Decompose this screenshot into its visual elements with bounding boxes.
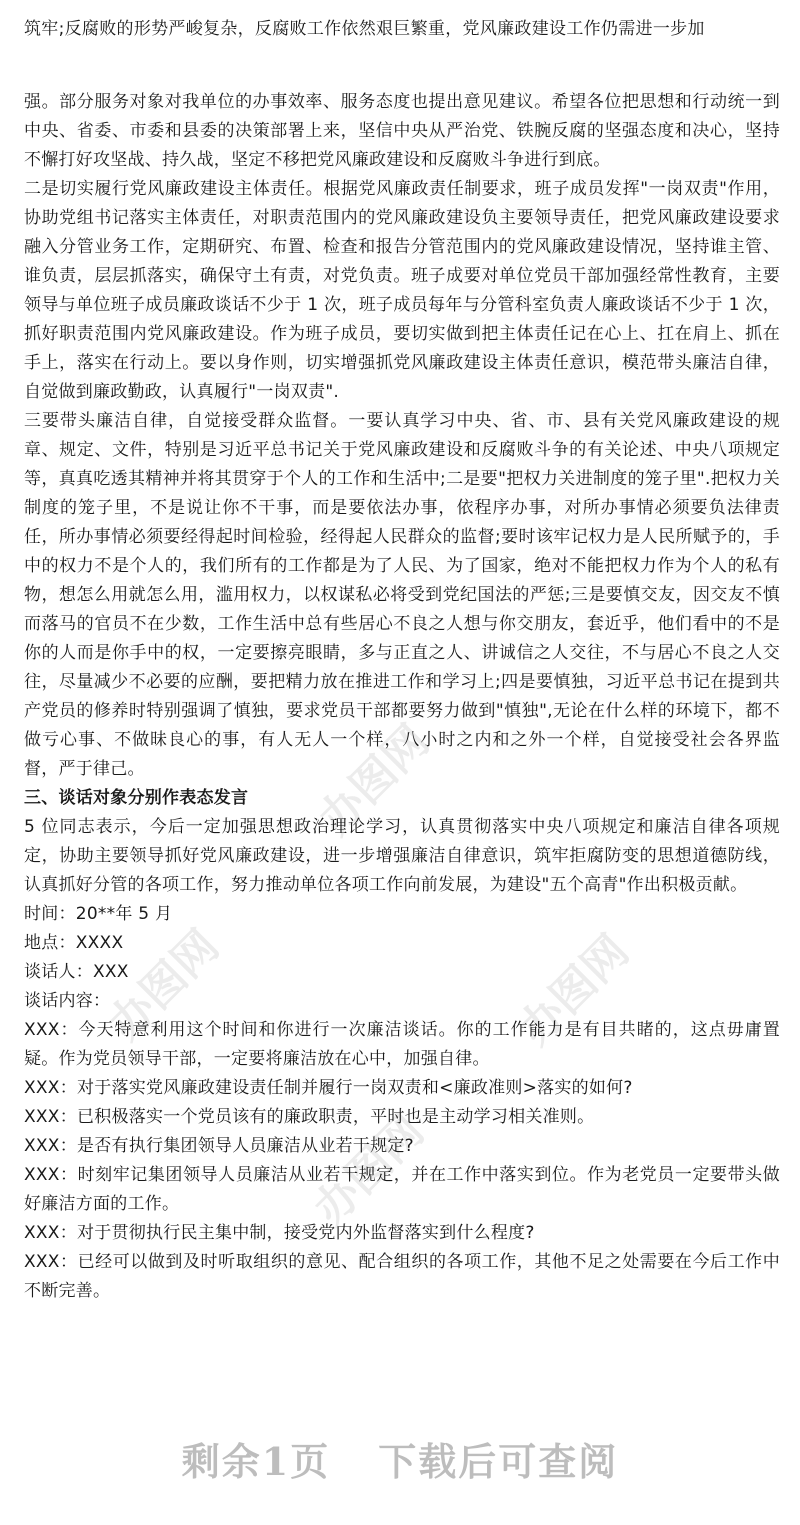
dialogue-line: XXX：是否有执行集团领导人员廉洁从业若干规定? <box>24 1136 414 1156</box>
remaining-pages-label: 剩余1页 <box>181 1438 331 1484</box>
watermark: 办图网 <box>99 920 229 1050</box>
cut-off-top-text <box>24 0 784 44</box>
meta-interviewer: 谈话人：XXX <box>24 962 129 982</box>
dialogue-line: XXX：对于落实党风廉政建设责任制并履行一岗双责和<廉政准则>落实的如何? <box>24 1078 633 1098</box>
dialogue-line: XXX：已经可以做到及时听取组织的意见、配合组织的各项工作，其他不足之处需要在今后工作中不断完善。 <box>24 1252 780 1301</box>
dialogue-line: XXX：对于贯彻执行民主集中制，接受党内外监督落实到什么程度? <box>24 1223 535 1243</box>
meta-time: 时间：20**年 5 月 <box>24 904 173 924</box>
paragraph-self-discipline: 三要带头廉洁自律，自觉接受群众监督。一要认真学习中央、省、市、县有关党风廉政建设的规章、规定、文件，特别是习近平总书记关于党风廉政建设和反腐败斗争的有关论述、中央八项规定等，真真吃透其精神并将其贯穿于个人的工作和生活中;二是要"把权力关进制度的笼子里".把权力关制度的笼子里，不是说让你不干事，而是要依法办事，依程序办事，对所办事情必须要负法律责任，所办事情必须要经得起时间检验，经得起人民群众的监督;要时该牢记权力是人民所赋予的，手中的权力不是个人的，我们所有的工作都是为了人民、为了国家，绝对不能把权力作为个人的私有物，想怎么用就怎么用，滥用权力，以权谋私必将受到党纪国法的严惩;三是要慎交友，因交友不慎而落马的官员不在少数，工作生活中总有些居心不良之人想与你交朋友，套近乎，他们看中的不是你的人而是你手中的权，一定要擦亮眼睛，多与正直之人、讲诚信之人交往，不与居心不良之人交往，尽量减少不必要的应酬，要把精力放在推进工作和学习上;四是要慎独，习近平总书记在提到共产党员的修养时特别强调了慎独，要求党员干部都要努力做到"慎独",无论在什么样的环境下，都不做亏心事、不做昧良心的事，有人无人一个样，八小时之内和之外一个样，自觉接受社会各界监督，严于律己。 <box>24 411 780 779</box>
document-body <box>24 88 780 1306</box>
meta-place: 地点：XXXX <box>24 933 124 953</box>
watermark: 办图网 <box>509 925 639 1055</box>
dialogue-line: XXX：时刻牢记集团领导人员廉洁从业若干规定，并在工作中落实到位。作为老党员一定要带头做好廉洁方面的工作。 <box>24 1165 780 1214</box>
paragraph-main-responsibility: 二是切实履行党风廉政建设主体责任。根据党风廉政责任制要求，班子成员发挥"一岗双责"作用，协助党组书记落实主体责任，对职责范围内的党风廉政建设负主要领导责任，把党风廉政建设要求融入分管业务工作，定期研究、布置、检查和报告分管范围内的党风廉政建设情况，坚持谁主管、谁负责，层层抓落实，确保守土有责，对党负责。班子成要对单位党员干部加强经常性教育，主要领导与单位班子成员廉政谈话不少于 1 次，班子成员每年与分管科室负责人廉政谈话不少于 1 次，抓好职责范围内党风廉政建设。作为班子成员，要切实做到把主体责任记在心上、扛在肩上、抓在手上，落实在行动上。要以身作则，切实增强抓党风廉政建设主体责任意识，模范带头廉洁自律，自觉做到廉政勤政，认真履行"一岗双责". <box>24 179 780 402</box>
dialogue-line: XXX：已积极落实一个党员该有的廉政职责，平时也是主动学习相关准则。 <box>24 1107 595 1127</box>
watermark: 办图网 <box>309 715 439 845</box>
section-heading: 三、谈话对象分别作表态发言 <box>24 788 249 808</box>
download-banner[interactable] <box>0 1418 800 1498</box>
meta-content-label: 谈话内容： <box>24 991 111 1011</box>
top-line: 筑牢;反腐败的形势严峻复杂，反腐败工作依然艰巨繁重，党风廉政建设工作仍需进一步加 <box>24 19 705 39</box>
download-to-view-label: 下载后可查阅 <box>378 1438 619 1484</box>
watermark: 办图网 <box>304 1105 434 1235</box>
paragraph-continuation: 强。部分服务对象对我单位的办事效率、服务态度也提出意见建议。希望各位把思想和行动统一到中央、省委、市委和县委的决策部署上来，坚信中央从严治党、铁腕反腐的坚强态度和决心，坚持不懈打好攻坚战、持久战，坚定不移把党风廉政建设和反腐败斗争进行到底。 <box>24 92 780 170</box>
dialogue-line: XXX：今天特意利用这个时间和你进行一次廉洁谈话。你的工作能力是有目共睹的，这点毋庸置疑。作为党员领导干部，一定要将廉洁放在心中，加强自律。 <box>24 1020 780 1069</box>
partial-top-line <box>24 0 784 15</box>
statement-paragraph: 5 位同志表示，今后一定加强思想政治理论学习，认真贯彻落实中央八项规定和廉洁自律各项规定，协助主要领导抓好党风廉政建设，进一步增强廉洁自律意识，筑牢拒腐防变的思想道德防线，认真抓好分管的各项工作，努力推动单位各项工作向前发展，为建设"五个高青"作出积极贡献。 <box>24 817 780 895</box>
